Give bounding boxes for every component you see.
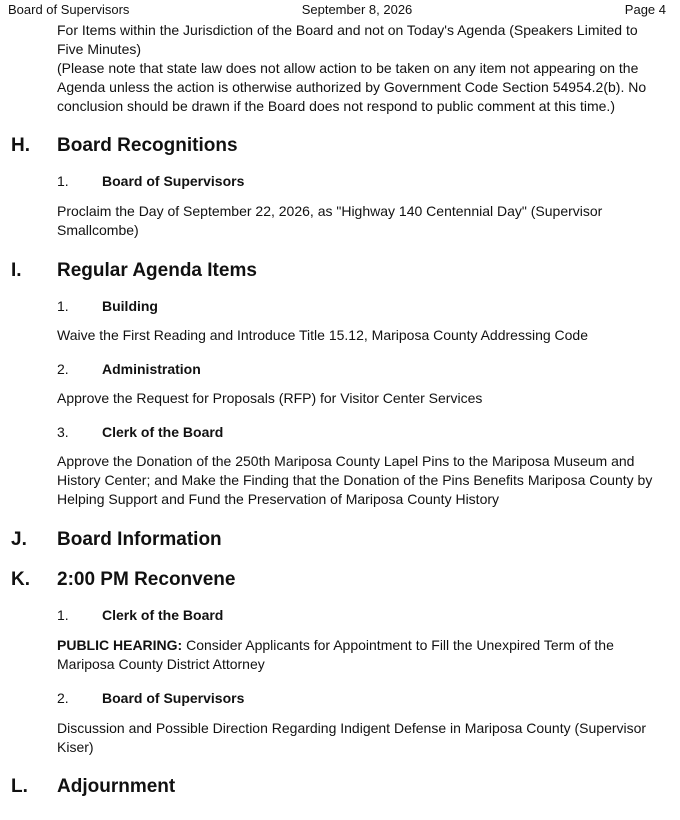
section-letter: L. xyxy=(11,776,28,797)
section-letter: I. xyxy=(11,260,22,281)
item-description: Approve the Request for Proposals (RFP) for Visitor Center Services xyxy=(57,390,483,406)
agenda-item-i1 xyxy=(0,297,680,316)
page-header xyxy=(8,2,666,20)
public-comment-description: For Items within the Jurisdiction of the Board and not on Today's Agenda (Speakers Limited to Five Minutes) xyxy=(57,22,638,57)
header-board-name: Board of Supervisors xyxy=(8,2,130,17)
agenda-content xyxy=(0,21,680,801)
section-title: Adjournment xyxy=(57,776,176,797)
section-heading-j xyxy=(0,526,680,554)
item-description-text: Consider Applicants for Appointment to Fill the Unexpired Term of the Mariposa County District Attorney xyxy=(57,637,614,672)
agenda-item-k2 xyxy=(0,689,680,708)
section-heading-l xyxy=(0,773,680,801)
section-title: Regular Agenda Items xyxy=(57,260,257,281)
item-description: Approve the Donation of the 250th Mariposa County Lapel Pins to the Mariposa Museum and History Center; and Make the Finding that the Donation of the Pins Benefits Mariposa County by Helping Support and Fund the Preservation of Mariposa County History xyxy=(57,453,653,507)
section-heading-k xyxy=(0,566,680,594)
item-number: 1. xyxy=(57,298,69,314)
header-date: September 8, 2026 xyxy=(301,2,413,17)
item-description: Proclaim the Day of September 22, 2026, as "Highway 140 Centennial Day" (Supervisor Smallcombe) xyxy=(57,203,603,238)
item-number: 1. xyxy=(57,607,69,623)
section-heading-i xyxy=(0,257,680,285)
agenda-item-i3 xyxy=(0,423,680,442)
section-letter: H. xyxy=(11,135,30,156)
item-department: Board of Supervisors xyxy=(102,690,245,706)
section-title: 2:00 PM Reconvene xyxy=(57,569,236,590)
agenda-item-i2 xyxy=(0,360,680,379)
public-hearing-label: PUBLIC HEARING: xyxy=(57,637,183,653)
item-description xyxy=(57,636,661,674)
item-department: Administration xyxy=(102,361,201,377)
agenda-item-k1 xyxy=(0,606,680,625)
item-department: Building xyxy=(102,298,158,314)
section-heading-h xyxy=(0,132,680,160)
public-comment-disclaimer: (Please note that state law does not allow action to be taken on any item not appearing on the Agenda unless the action is otherwise authorized by Government Code Section 54954.2(b). No conclusion should be drawn if the Board does not respond to public comment at this time.) xyxy=(57,60,647,114)
item-department: Board of Supervisors xyxy=(102,173,245,189)
section-letter: K. xyxy=(11,569,30,590)
item-description: Discussion and Possible Direction Regarding Indigent Defense in Mariposa County (Supervisor Kiser) xyxy=(57,720,647,755)
item-number: 2. xyxy=(57,361,69,377)
item-description: Waive the First Reading and Introduce Title 15.12, Mariposa County Addressing Code xyxy=(57,327,588,343)
header-page-number: Page 4 xyxy=(624,2,666,17)
item-number: 3. xyxy=(57,424,69,440)
item-number: 2. xyxy=(57,690,69,706)
item-department: Clerk of the Board xyxy=(102,424,224,440)
agenda-item-h1 xyxy=(0,172,680,191)
section-letter: J. xyxy=(11,529,27,550)
section-title: Board Recognitions xyxy=(57,135,238,156)
item-number: 1. xyxy=(57,173,69,189)
item-department: Clerk of the Board xyxy=(102,607,224,623)
section-title: Board Information xyxy=(57,529,222,550)
